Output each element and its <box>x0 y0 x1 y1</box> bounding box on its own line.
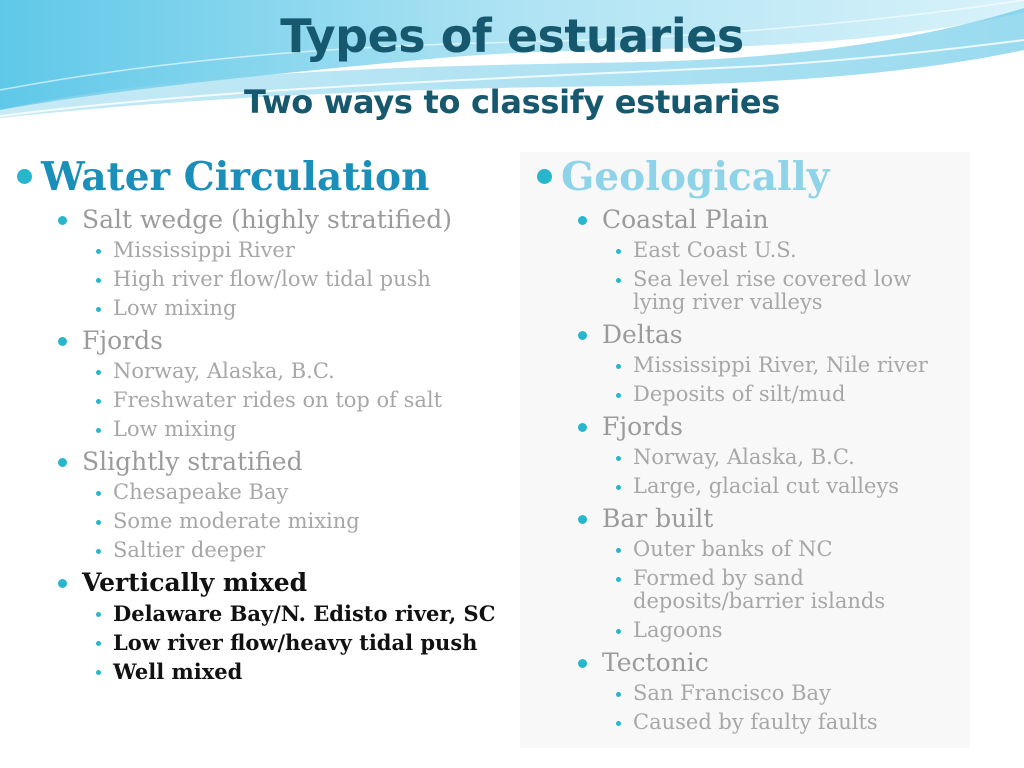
sub-bullet-label: Lagoons <box>633 618 723 642</box>
bullet-dot-icon <box>96 399 101 404</box>
bullet-dot-icon <box>58 216 67 225</box>
bullet-dot-icon <box>578 216 587 225</box>
bullet-label: Vertically mixed <box>82 568 308 597</box>
bullet-dot-icon <box>616 548 621 553</box>
sub-bullet-label: Deposits of silt/mud <box>633 382 846 406</box>
bullet-dot-icon <box>58 579 67 588</box>
sub-bullet-item <box>534 472 964 501</box>
sub-bullet-label: Delaware Bay/N. Edisto river, SC <box>113 601 496 626</box>
bullet-dot-icon <box>616 577 621 582</box>
sub-bullet-item <box>14 478 514 507</box>
bullet-dot-icon <box>96 491 101 496</box>
sub-bullet-item <box>534 708 964 737</box>
sub-bullet-label: Large, glacial cut valleys <box>633 474 900 498</box>
heading-geologically <box>534 152 964 202</box>
sub-bullet-label: East Coast U.S. <box>633 238 797 262</box>
bullet-dot-icon <box>578 515 587 524</box>
bullet-label: Deltas <box>602 320 683 349</box>
sub-bullet-item <box>14 536 514 565</box>
sub-bullet-label: Chesapeake Bay <box>113 480 289 504</box>
sub-bullet-item <box>14 236 514 265</box>
slide-subtitle: Two ways to classify estuaries <box>243 83 781 121</box>
sub-bullet-item <box>14 265 514 294</box>
bullet-item <box>14 446 514 478</box>
bullet-item <box>14 567 514 599</box>
bullet-dot-icon <box>616 249 621 254</box>
bullet-label: Slightly stratified <box>82 447 303 476</box>
sub-bullet-item <box>534 236 964 265</box>
highlighted-group <box>14 567 514 686</box>
bullet-dot-icon <box>96 307 101 312</box>
sub-bullet-item <box>14 386 514 415</box>
sub-bullet-item <box>14 507 514 536</box>
sub-bullet-item <box>14 599 514 628</box>
sub-bullet-item <box>534 679 964 708</box>
sub-bullet-label: Sea level rise covered low lying river valleys <box>633 267 912 314</box>
bullet-item <box>534 319 964 351</box>
heading-label: Water Circulation <box>41 154 430 200</box>
bullet-dot-icon <box>616 364 621 369</box>
bullet-dot-icon <box>96 278 101 283</box>
sub-bullet-label: Mississippi River, Nile river <box>633 353 928 377</box>
bullet-label: Salt wedge (highly stratified) <box>82 205 452 234</box>
left-column <box>14 152 514 686</box>
sub-bullet-item <box>534 564 964 616</box>
bullet-dot-icon <box>616 721 621 726</box>
bullet-item <box>14 204 514 236</box>
right-column <box>534 152 964 737</box>
sub-bullet-label: Freshwater rides on top of salt <box>113 388 443 412</box>
slide-title: Types of estuaries <box>280 9 744 63</box>
bullet-label: Bar built <box>602 504 714 533</box>
heading-label: Geologically <box>561 154 830 200</box>
bullet-dot-icon <box>17 169 32 184</box>
sub-bullet-label: Formed by sand deposits/barrier islands <box>633 566 886 613</box>
sub-bullet-label: Low mixing <box>113 296 237 320</box>
bullet-dot-icon <box>578 331 587 340</box>
sub-bullet-item <box>14 657 514 686</box>
sub-bullet-item <box>534 380 964 409</box>
bullet-dot-icon <box>96 249 101 254</box>
bullet-label: Fjords <box>82 326 163 355</box>
bullet-dot-icon <box>96 520 101 525</box>
bullet-dot-icon <box>96 612 101 617</box>
bullet-item <box>14 325 514 357</box>
heading-water-circulation <box>14 152 514 202</box>
bullet-item <box>534 411 964 443</box>
bullet-label: Fjords <box>602 412 683 441</box>
bullet-dot-icon <box>616 692 621 697</box>
sub-bullet-label: Norway, Alaska, B.C. <box>113 359 335 383</box>
bullet-dot-icon <box>616 278 621 283</box>
bullet-label: Tectonic <box>602 648 709 677</box>
sub-bullet-item <box>534 535 964 564</box>
bullet-item <box>534 503 964 535</box>
bullet-dot-icon <box>96 370 101 375</box>
sub-bullet-label: Saltier deeper <box>113 538 266 562</box>
sub-bullet-label: Well mixed <box>113 659 243 684</box>
bullet-item <box>534 647 964 679</box>
bullet-dot-icon <box>96 428 101 433</box>
sub-bullet-item <box>534 616 964 645</box>
sub-bullet-item <box>14 415 514 444</box>
sub-bullet-label: Outer banks of NC <box>633 537 833 561</box>
sub-bullet-item <box>534 443 964 472</box>
bullet-dot-icon <box>96 670 101 675</box>
sub-bullet-label: Some moderate mixing <box>113 509 360 533</box>
sub-bullet-label: San Francisco Bay <box>633 681 831 705</box>
sub-bullet-label: Caused by faulty faults <box>633 710 878 734</box>
bullet-dot-icon <box>578 423 587 432</box>
bullet-dot-icon <box>96 549 101 554</box>
bullet-dot-icon <box>616 629 621 634</box>
bullet-label: Coastal Plain <box>602 205 769 234</box>
sub-bullet-item <box>14 357 514 386</box>
bullet-dot-icon <box>616 393 621 398</box>
sub-bullet-item <box>14 628 514 657</box>
sub-bullet-label: High river flow/low tidal push <box>113 267 431 291</box>
bullet-dot-icon <box>616 456 621 461</box>
sub-bullet-label: Low river flow/heavy tidal push <box>113 630 478 655</box>
sub-bullet-item <box>14 294 514 323</box>
bullet-dot-icon <box>537 169 552 184</box>
sub-bullet-item <box>534 351 964 380</box>
bullet-dot-icon <box>616 485 621 490</box>
sub-bullet-label: Norway, Alaska, B.C. <box>633 445 855 469</box>
bullet-dot-icon <box>96 641 101 646</box>
bullet-dot-icon <box>578 659 587 668</box>
bullet-item <box>534 204 964 236</box>
sub-bullet-label: Low mixing <box>113 417 237 441</box>
sub-bullet-item <box>534 265 964 317</box>
bullet-dot-icon <box>58 458 67 467</box>
bullet-dot-icon <box>58 337 67 346</box>
sub-bullet-label: Mississippi River <box>113 238 295 262</box>
